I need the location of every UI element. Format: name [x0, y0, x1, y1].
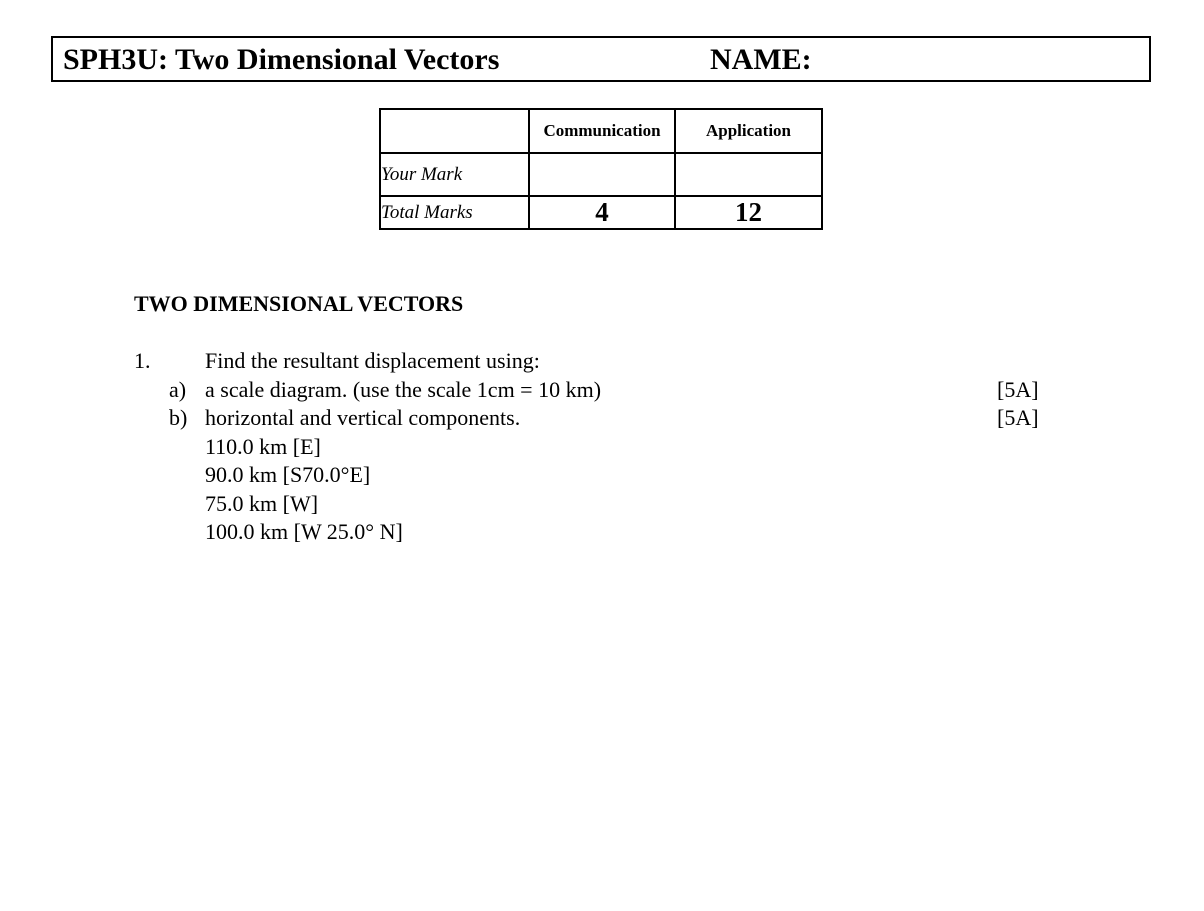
part-a-letter: a): [169, 377, 187, 402]
part-b-letter: b): [169, 405, 188, 430]
vector-4: 100.0 km [W 25.0° N]: [205, 519, 403, 544]
part-a-text: a scale diagram. (use the scale 1cm = 10 km): [205, 377, 602, 402]
name-label: NAME:: [710, 43, 812, 76]
part-a-marks: [5A]: [997, 377, 1039, 402]
question-prompt: Find the resultant displacement using:: [205, 348, 540, 373]
total-application-value: 12: [675, 196, 822, 229]
vector-3: 75.0 km [W]: [205, 491, 319, 516]
communication-header: Communication: [529, 109, 675, 153]
section-title: TWO DIMENSIONAL VECTORS: [134, 291, 464, 316]
marks-table-header-row: [380, 109, 822, 153]
marks-table: [379, 108, 823, 230]
your-mark-row: [380, 153, 822, 196]
worksheet-header: [51, 36, 1151, 82]
vector-1: 110.0 km [E]: [205, 434, 321, 459]
part-b-marks: [5A]: [997, 405, 1039, 430]
your-mark-communication-cell: [529, 153, 675, 196]
your-mark-label: Your Mark: [380, 153, 529, 196]
vector-2: 90.0 km [S70.0°E]: [205, 462, 371, 487]
total-marks-row: [380, 196, 822, 229]
total-marks-label: Total Marks: [380, 196, 529, 229]
question-number: 1.: [134, 348, 151, 373]
part-b-text: horizontal and vertical components.: [205, 405, 521, 430]
total-communication-value: 4: [529, 196, 675, 229]
application-header: Application: [675, 109, 822, 153]
worksheet-title: SPH3U: Two Dimensional Vectors: [63, 43, 500, 76]
marks-table-corner-cell: [380, 109, 529, 153]
your-mark-application-cell: [675, 153, 822, 196]
